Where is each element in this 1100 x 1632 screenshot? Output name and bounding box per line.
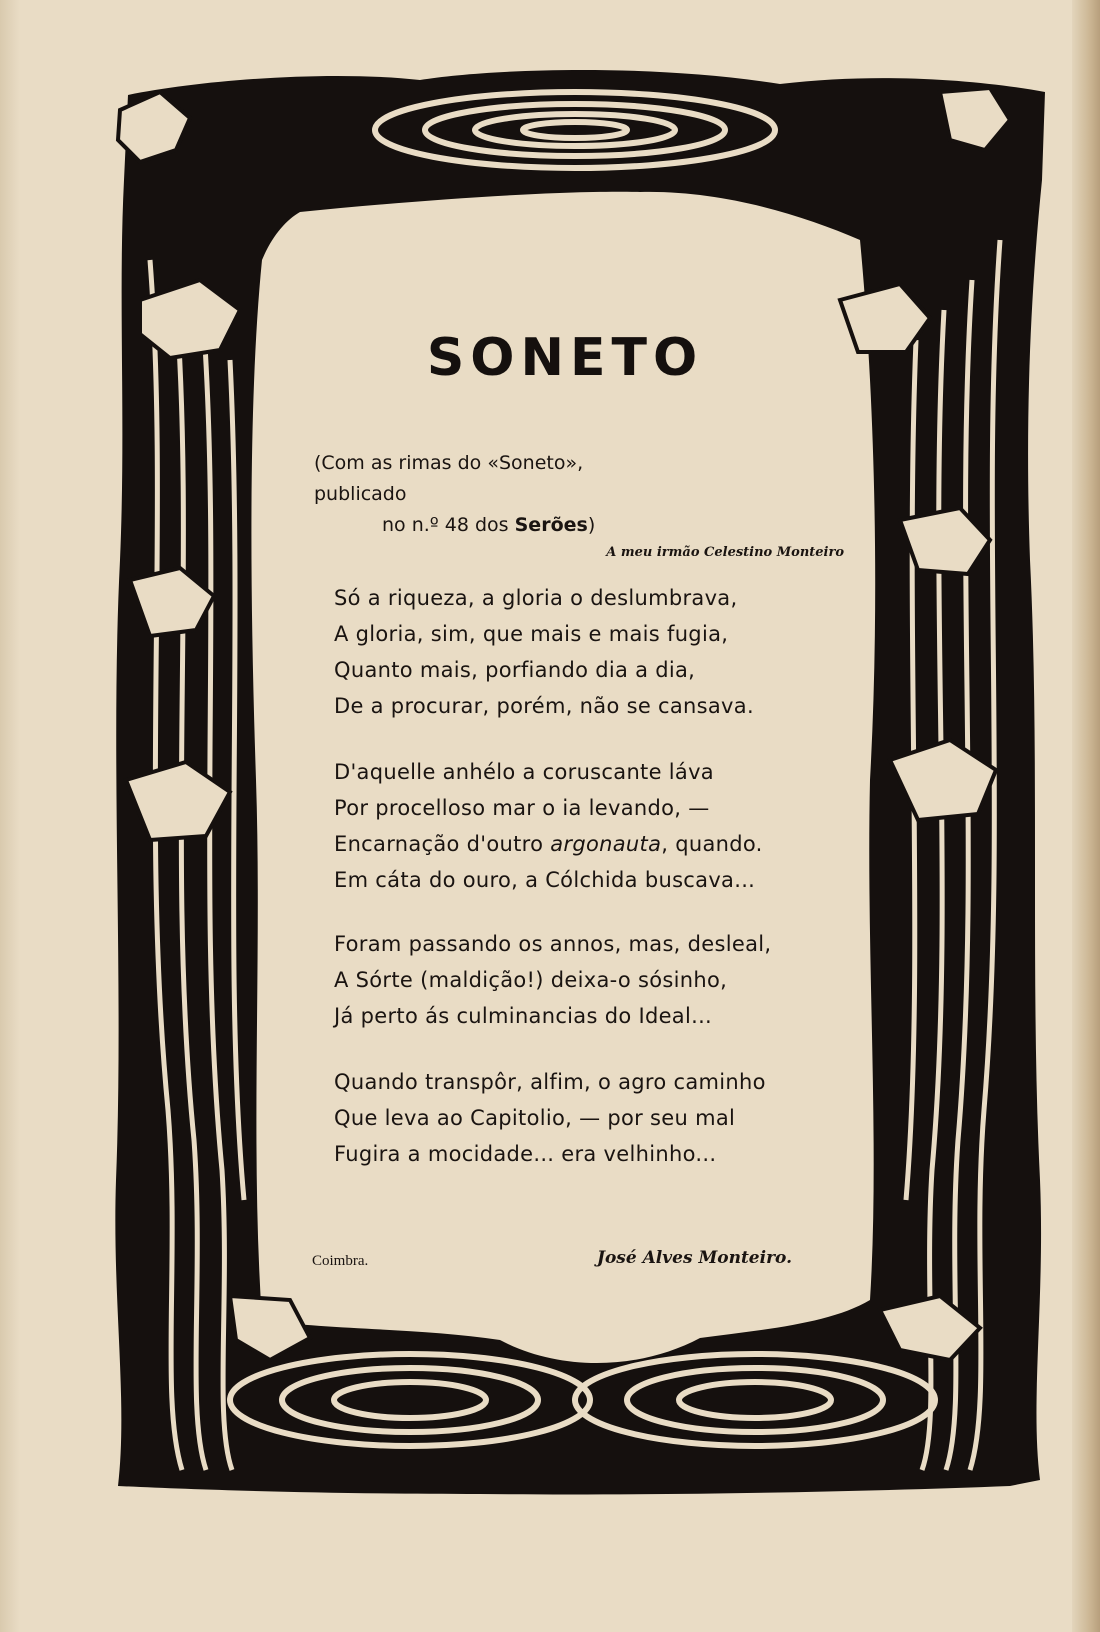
- subtitle-line1: (Com as rimas do «Soneto», publicado: [314, 452, 584, 505]
- stanza-4: [334, 1064, 766, 1172]
- poem-panel: [250, 210, 880, 1340]
- verse-line: Foram passando os annos, mas, desleal,: [334, 932, 772, 956]
- verse-line: Quanto mais, porfiando dia a dia,: [334, 658, 696, 682]
- verse-line: A Sórte (maldição!) deixa-o sósinho,: [334, 968, 728, 992]
- poem-title: SONETO: [426, 328, 704, 388]
- verse-line: Em cáta do ouro, a Cólchida buscava...: [334, 868, 756, 892]
- dedication: A meu irmão Celestino Monteiro: [606, 545, 844, 560]
- subtitle-serials-name: Serões: [514, 514, 588, 536]
- author-signature: José Alves Monteiro.: [596, 1248, 792, 1268]
- verse-italic-word: argonauta: [550, 832, 662, 856]
- verse-line: D'aquelle anhélo a coruscante láva: [334, 760, 714, 784]
- verse-line: Fugira a mocidade... era velhinho...: [334, 1142, 717, 1166]
- verse-line: [334, 826, 763, 862]
- stanza-2: [334, 754, 763, 898]
- subtitle-line2-suffix: ): [587, 514, 596, 536]
- place-name: Coimbra.: [312, 1253, 369, 1269]
- poem-subtitle: [314, 448, 674, 541]
- stanza-1: [334, 580, 754, 724]
- verse-line: Que leva ao Capitolio, — por seu mal: [334, 1106, 736, 1130]
- subtitle-line2: [314, 510, 674, 541]
- subtitle-line2-prefix: no n.º 48 dos: [382, 514, 515, 536]
- verse-part: , quando.: [661, 832, 763, 856]
- verse-line: De a procurar, porém, não se cansava.: [334, 694, 754, 718]
- stanza-3: [334, 926, 771, 1034]
- verse-line: A gloria, sim, que mais e mais fugia,: [334, 622, 729, 646]
- verse-line: Por procelloso mar o ia levando, —: [334, 796, 710, 820]
- verse-line: Já perto ás culminancias do Ideal...: [334, 1004, 713, 1028]
- verse-line: Só a riqueza, a gloria o deslumbrava,: [334, 586, 738, 610]
- verse-line: Quando transpôr, alfim, o agro caminho: [334, 1070, 766, 1094]
- verse-part: Encarnação d'outro: [334, 832, 551, 856]
